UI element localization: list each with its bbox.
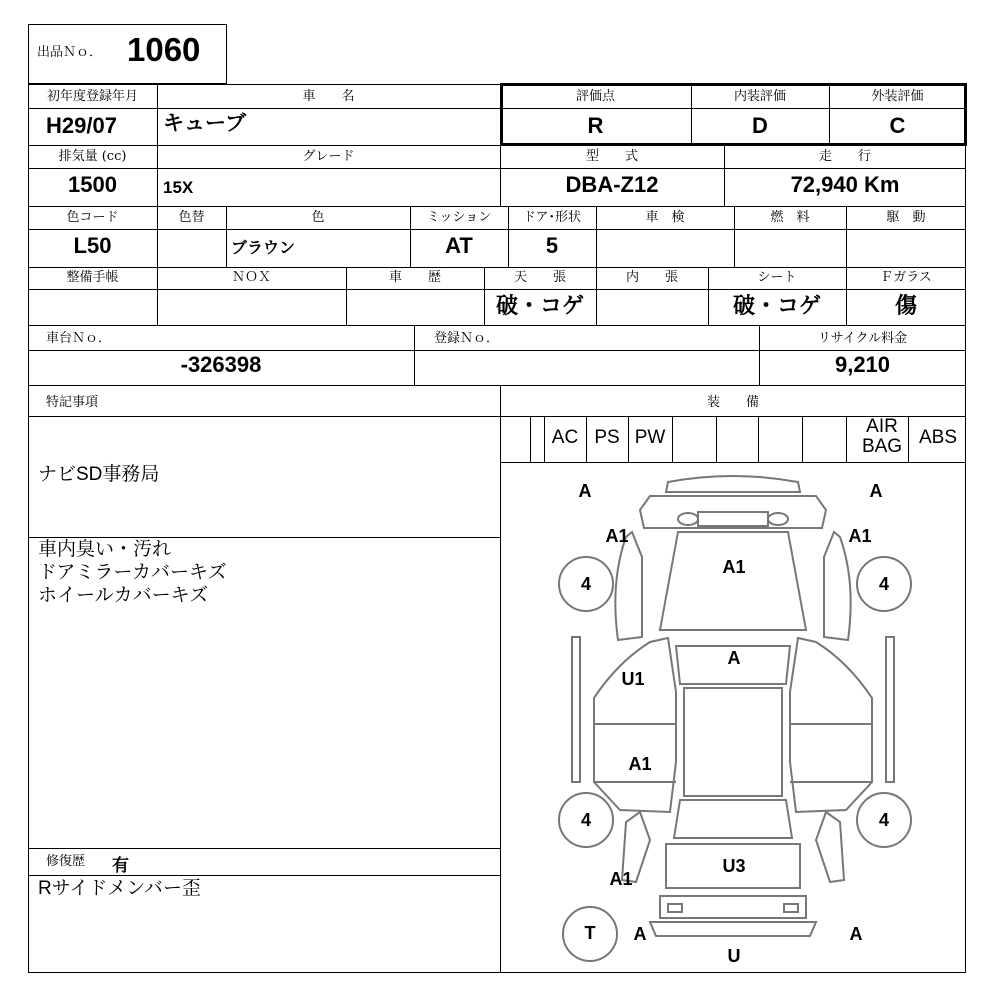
equipment-row xyxy=(530,416,966,462)
ceiling-label: 天 張 xyxy=(513,270,566,285)
color-label: 色 xyxy=(311,210,325,225)
reg-date-value: H29/07 xyxy=(46,113,117,138)
mark-tire-front-left: 4 xyxy=(580,574,591,594)
equip-ac: AC xyxy=(551,427,579,448)
mission-label: ミッション xyxy=(426,210,492,225)
car-name-value: キューブ xyxy=(163,112,246,135)
drive-label: 駆 動 xyxy=(886,210,926,225)
model-label: 型 式 xyxy=(585,149,638,164)
color-code-label: 色コード xyxy=(66,210,119,225)
note-line: ホイールカバーキズ xyxy=(38,585,209,606)
recycle-label: リサイクル料金 xyxy=(817,331,908,346)
note-line: ドアミラーカバーキズ xyxy=(38,562,227,583)
tires xyxy=(559,557,911,961)
equip-abs: ABS xyxy=(918,427,958,448)
car-name-label: 車 名 xyxy=(302,89,355,104)
door-value: 5 xyxy=(545,233,559,258)
repair-value: 有 xyxy=(112,856,129,875)
mark-door-left: A1 xyxy=(628,754,652,774)
mark-rear-bumper-right: A xyxy=(849,924,863,944)
notes-top xyxy=(38,463,159,486)
chassis-label: 車台Ｎｏ． xyxy=(46,331,112,346)
interior-label: 内装評価 xyxy=(733,89,786,104)
notes-bottom xyxy=(38,538,227,607)
chassis-value: -326398 xyxy=(180,352,262,377)
score-label: 評価点 xyxy=(575,89,615,104)
mark-roof: A xyxy=(727,648,741,668)
lot-number: 1060 xyxy=(127,31,201,68)
fuel-label: 燃 料 xyxy=(770,210,810,225)
mark-rear-bottom: U xyxy=(727,946,741,966)
equipment-label: 装 備 xyxy=(706,395,759,410)
equip-ps: PS xyxy=(594,427,620,448)
door-label: ドア･形状 xyxy=(522,210,582,225)
color-value: ブラウン xyxy=(231,240,296,257)
model-value: DBA-Z12 xyxy=(565,172,659,197)
glass-label: Ｆガラス xyxy=(880,270,932,285)
ceiling-value: 破・コゲ xyxy=(495,293,584,318)
score-value: R xyxy=(587,113,604,138)
repair-detail: Rサイドメンバー歪 xyxy=(38,878,201,899)
registration-label: 登録Ｎｏ． xyxy=(434,331,500,346)
interior-value: D xyxy=(752,113,768,138)
glass-value: 傷 xyxy=(894,293,917,318)
grade-label: グレード xyxy=(302,149,355,164)
mark-rear-bumper-left: A xyxy=(633,924,647,944)
mileage-label: 走 行 xyxy=(818,149,871,164)
mark-tire-rear-right: 4 xyxy=(878,810,889,830)
car-diagram xyxy=(500,462,966,972)
nox-label: ＮＯＸ xyxy=(231,270,271,285)
mark-front-bumper-right: A xyxy=(869,481,883,501)
exterior-value: C xyxy=(889,113,906,138)
mark-tire-front-right: 4 xyxy=(878,574,889,594)
exterior-label: 外装評価 xyxy=(871,89,924,104)
mileage-value: 72,940 Km xyxy=(790,172,900,197)
seat-value: 破・コゲ xyxy=(732,293,821,318)
note-line: ナビSD事務局 xyxy=(38,464,160,485)
lot-box xyxy=(28,24,227,84)
mark-fender-left: A1 xyxy=(605,526,629,546)
inspection-label: 車 検 xyxy=(645,210,685,225)
equip-airbag: AIR BAG xyxy=(861,416,903,457)
mark-tire-rear-left: 4 xyxy=(580,810,591,830)
color-code-value: L50 xyxy=(73,233,112,258)
recycle-value: 9,210 xyxy=(834,352,891,377)
notes-label: 特記事項 xyxy=(46,395,99,410)
lot-label: 出品Ｎｏ． xyxy=(37,45,103,60)
equip-pw: PW xyxy=(634,427,666,448)
note-line: 車内臭い・汚れ xyxy=(38,539,172,560)
history-label: 車 歴 xyxy=(388,270,441,285)
mark-trunk: U3 xyxy=(722,856,746,876)
mark-pillar-left: U1 xyxy=(621,669,645,689)
mark-fender-right: A1 xyxy=(848,526,872,546)
displacement-label: 排気量 (cc) xyxy=(58,149,127,164)
mark-hood: A1 xyxy=(722,557,746,577)
mark-front-bumper-left: A xyxy=(578,481,592,501)
seat-label: シート xyxy=(757,270,797,285)
repair-label: 修復歴 xyxy=(46,854,86,869)
repaint-label: 色替 xyxy=(178,210,205,225)
maintenance-label: 整備手帳 xyxy=(66,270,119,285)
mission-value: AT xyxy=(445,233,473,258)
reg-date-label: 初年度登録年月 xyxy=(46,89,138,104)
mark-quarter-left: A1 xyxy=(609,869,633,889)
grade-value: 15X xyxy=(163,178,194,197)
inner-label: 内 張 xyxy=(625,270,678,285)
displacement-value: 1500 xyxy=(68,172,117,197)
mark-spare-tire: T xyxy=(584,923,596,943)
